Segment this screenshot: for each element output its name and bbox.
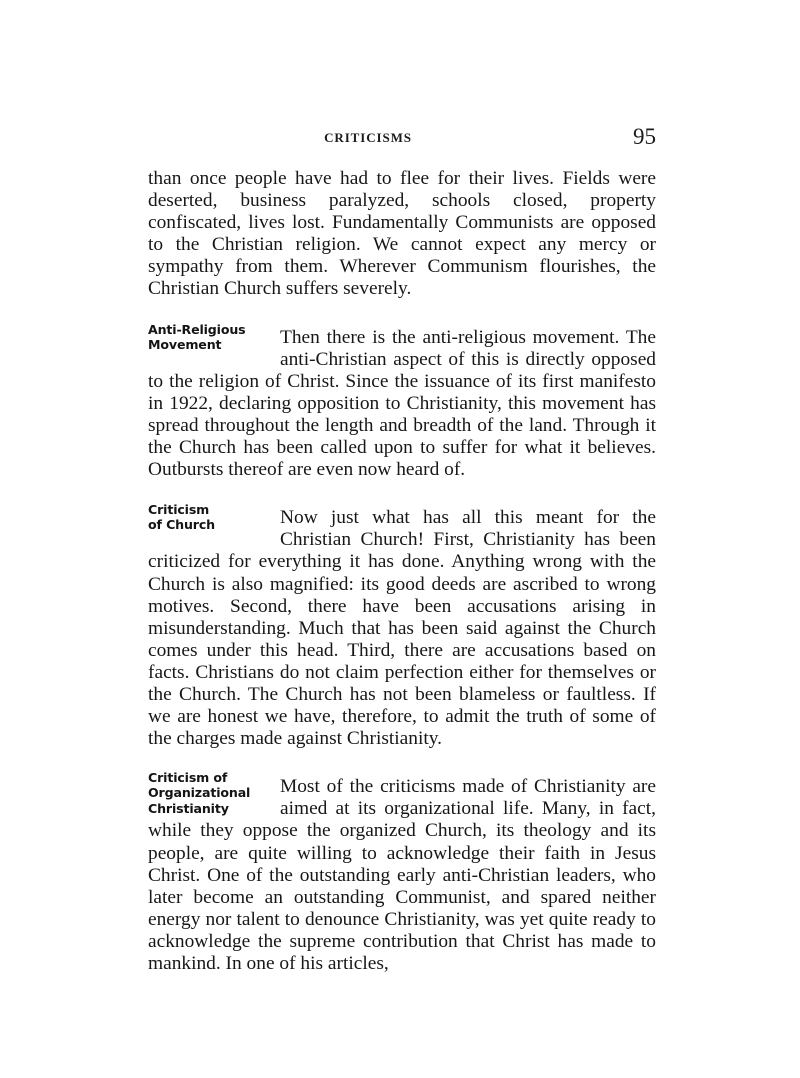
running-head-title: CRITICISMS [324,130,412,145]
sidenote-line: of Church [148,517,215,533]
running-header [148,124,656,152]
body-text-block [148,168,656,975]
page-number: 95 [633,124,656,149]
paragraph-criticism-of-church: Now just what has all this meant for the Christian Church! First, Christianity has been criticized for everything it has done. Anything wrong with the Church is also magnified: its good deeds are ascribed to wrong motives. Second, there have been accusations arising in misunderstanding. Much that has been said against the Church comes under this head. Third, there are accusations based on facts. Christians do not claim perfection either for themselves or the Church. The Church has not been blameless or faultless. If we are honest we have, therefore, to admit the truth of some of the charges made against Christianity. [148,507,656,750]
sidenote-line: Criticism [148,502,210,518]
paragraph-anti-religious-movement: Then there is the anti-religious movement. The anti-Christian aspect of this is directly opposed to the religion of Christ. Since the issuance of its first manifesto in 1922, declaring opposition to Christianity, this movement has spread throughout the length and breadth of the land. Through it the Church has been called upon to suffer for what it believes. Outbursts thereof are even now heard of. [148,326,656,481]
sidenote-line: Anti-Religious [148,321,246,337]
sidenote-anti-religious-movement [148,322,280,352]
sidenote-line: Christianity [148,800,229,816]
sidenote-line: Organizational [148,785,251,801]
paragraph-criticism-of-organizational-christianity: Most of the criticisms made of Christianity are aimed at its organizational life. Many, in fact, while they oppose the organized Church, its theology and its people, are quite willing to acknowledge their faith in Jesus Christ. One of the outstanding early anti-Christian leaders, who later become an outstanding Communist, and spared neither energy nor talent to denounce Christianity, was yet quite ready to acknowledge the supreme contribution that Christ has made to mankind. In one of his articles, [148,776,656,974]
paragraph-continuation: than once people have had to flee for their lives. Fields were deserted, business paralyzed, schools closed, property confiscated, lives lost. Fundamentally Communists are opposed to the Christian religion. We cannot expect any mercy or sympathy from them. Wherever Communism flourishes, the Christian Church suffers severely. [148,168,656,300]
sidenote-criticism-of-church [148,502,280,532]
sidenote-criticism-of-organizational-christianity [148,770,280,816]
sidenote-line: Movement [148,336,222,352]
sidenote-line: Criticism of [148,770,228,786]
